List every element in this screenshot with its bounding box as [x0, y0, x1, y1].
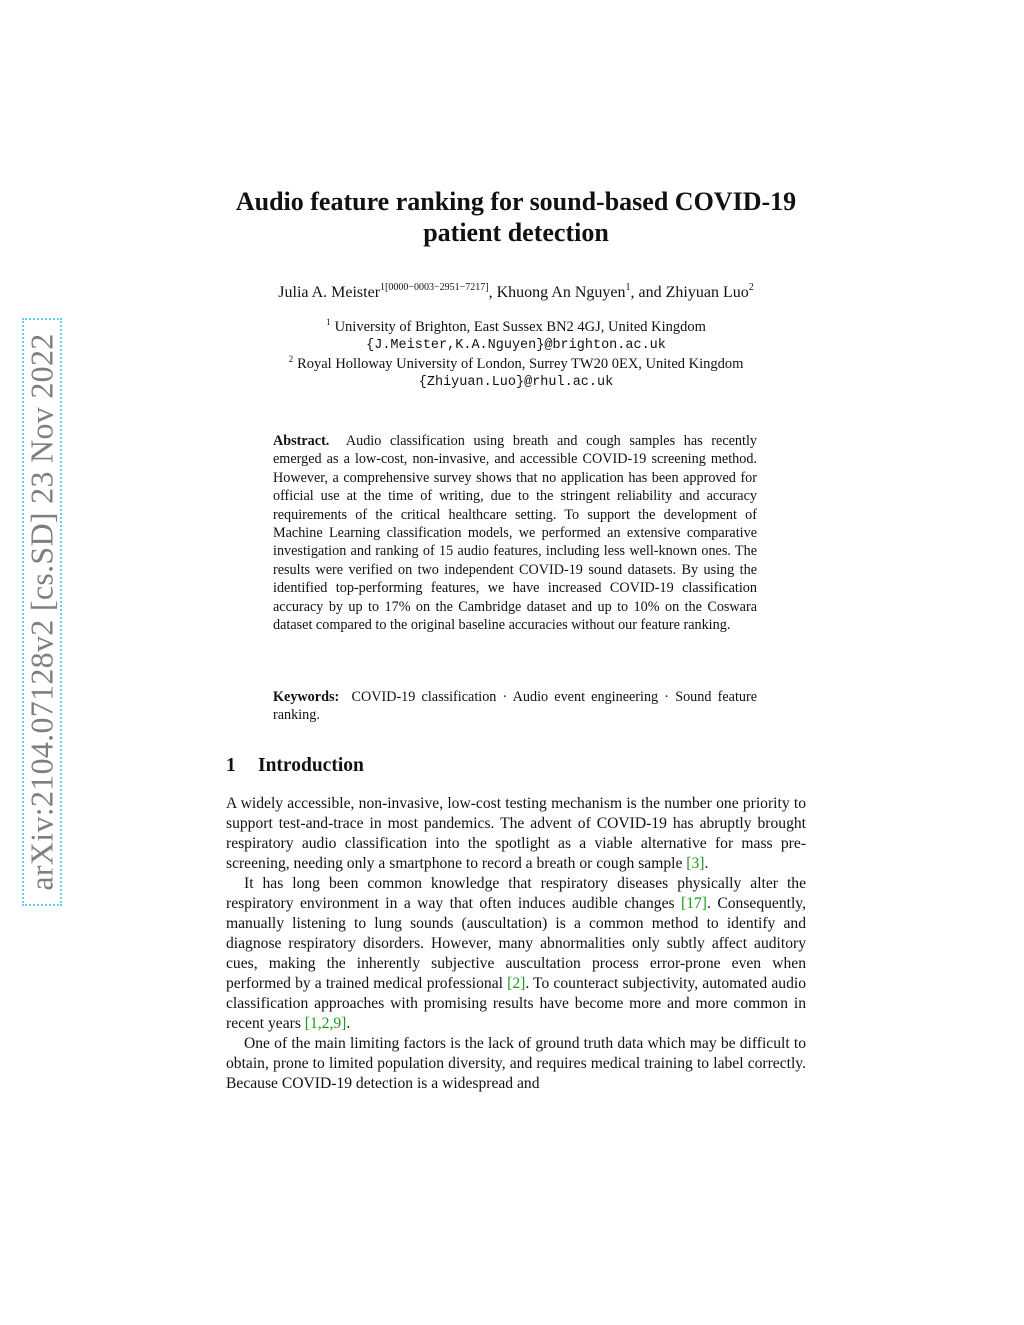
citation-link[interactable]: [2]	[507, 975, 526, 992]
author-1-superscript: 1[0000−0003−2951−7217]	[380, 282, 489, 293]
author-2: , Khuong An Nguyen	[488, 284, 626, 301]
title-line-2: patient detection	[423, 218, 609, 247]
keywords-text: COVID-19 classification · Audio event engineering · Sound feature ranking.	[273, 689, 757, 724]
author-2-superscript: 1	[625, 282, 631, 293]
keywords	[273, 688, 757, 725]
affiliation-2-text: Royal Holloway University of London, Surrey TW20 0EX, United Kingdom	[297, 356, 744, 372]
author-3: , and Zhiyuan Luo	[630, 284, 749, 301]
abstract-text: Audio classification using breath and cough samples has recently emerged as a low-cost, non-invasive, and accessible COVID-19 screening method. However, a comprehensive survey shows that no application has been approved for official use at the time of writing, due to the stringent reliability and accuracy requirements of the critical healthcare setting. To support the development of Machine Learning classification models, we performed an extensive comparative investigation and ranking of 15 audio features, including less well-known ones. The results were verified on two independent COVID-19 sound datasets. By using the identified top-performing features, we have increased COVID-19 classification accuracy by up to 17% on the Cambridge dataset and up to 10% on the Coswara dataset compared to the original baseline accuracies without our feature ranking.	[273, 433, 757, 634]
arxiv-stamp[interactable]: arXiv:2104.07128v2 [cs.SD] 23 Nov 2022	[23, 333, 60, 891]
abstract-label: Abstract.	[273, 433, 330, 449]
affiliation-2-email: {Zhiyuan.Luo}@rhul.ac.uk	[418, 374, 614, 390]
paragraph-2-text-c: . To counteract subjectivity, automated audio classification approaches with promising results have become more and more common in recent years	[226, 975, 806, 1032]
paragraph-1	[226, 794, 806, 874]
paragraph-2	[226, 874, 806, 1034]
paragraph-2-end: .	[346, 1015, 351, 1032]
citation-link[interactable]: [3]	[686, 855, 705, 872]
author-list	[200, 283, 832, 303]
paper-title	[226, 186, 806, 248]
section-number: 1	[226, 755, 236, 776]
paragraph-1-text: A widely accessible, non-invasive, low-cost testing mechanism is the number one priority to support test-and-trace in most pandemics. The advent of COVID-19 has abruptly brought respiratory audio classification into the spotlight as a viable alternative for mass pre-screening, needing only a smartphone to record a breath or cough sample	[226, 795, 806, 872]
author-1: Julia A. Meister	[278, 284, 381, 301]
abstract	[273, 432, 757, 634]
paragraph-1-end: .	[704, 855, 709, 872]
author-3-superscript: 2	[748, 282, 754, 293]
paragraph-2-text-b: . Consequently, manually listening to lung sounds (auscultation) is a common method to identify and diagnose respiratory disorders. However, many abnormalities only subtly affect auditory cues, making the inherently subjective auscultation process error-prone even when performed by a trained medical professional	[226, 895, 806, 992]
affiliations	[200, 318, 832, 392]
title-line-1: Audio feature ranking for sound-based COVID-19	[235, 187, 797, 216]
affiliation-1-text: University of Brighton, East Sussex BN2 4GJ, United Kingdom	[334, 319, 706, 335]
paragraph-2-text-a: It has long been common knowledge that respiratory diseases physically alter the respiratory environment in a way that often induces audible changes	[226, 875, 806, 912]
affiliation-1	[200, 318, 832, 337]
affiliation-1-number: 1	[326, 317, 331, 327]
affiliation-2	[200, 355, 832, 374]
affiliation-1-email: {J.Meister,K.A.Nguyen}@brighton.ac.uk	[366, 337, 666, 353]
citation-link[interactable]: [1,2,9]	[304, 1015, 347, 1032]
section-title: Introduction	[258, 755, 364, 776]
paragraph-3: One of the main limiting factors is the lack of ground truth data which may be difficult to obtain, prone to limited population diversity, and requires medical training to label correctly. Because COVID-19 detection is a widespread and	[226, 1035, 806, 1092]
arxiv-stamp-box[interactable]	[22, 318, 62, 906]
citation-link[interactable]: [17]	[681, 895, 707, 912]
affiliation-2-number: 2	[288, 354, 294, 364]
keywords-label: Keywords:	[273, 689, 340, 705]
section-heading	[226, 755, 364, 777]
body-text	[226, 794, 806, 1094]
